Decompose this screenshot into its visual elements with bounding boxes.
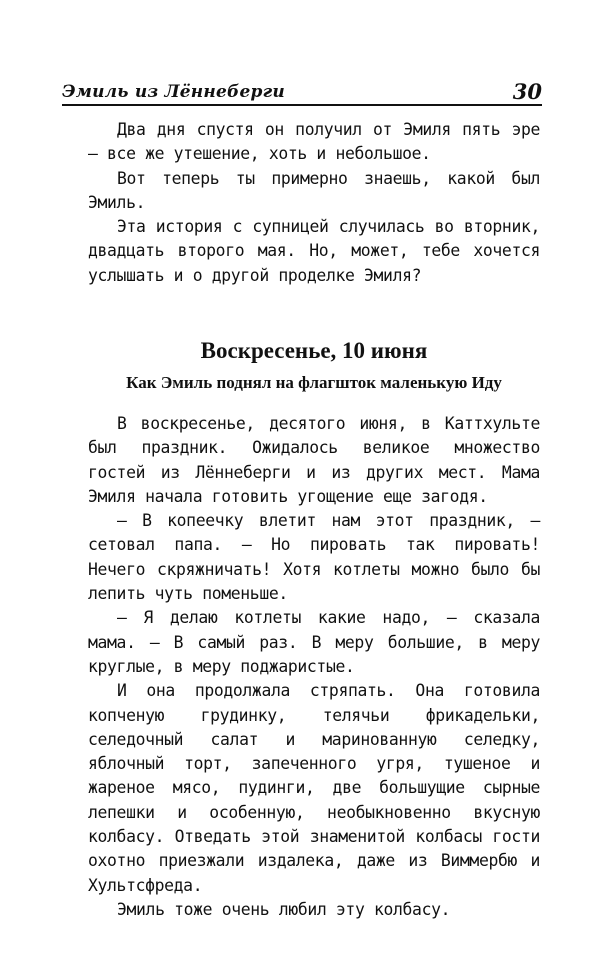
paragraph: — В копеечку влетит нам этот праздник, — сетовал папа. — Но пировать так пировать! Нечего скряжничать! Хотя котлеты можно было бы лепить чуть поменьше. [88,511,540,604]
paragraph: Эта история с супницей случилась во вторник, двадцать второго мая. Но, может, тебе хочется услышать и о другой проделке Эмиля? [88,217,540,285]
header-rule [62,104,542,106]
chapter-title: Воскресенье, 10 июня [200,338,428,363]
page-header [62,76,542,102]
intro-text [88,118,540,288]
paragraph: — Я делаю котлеты какие надо, — сказала мама. — В самый раз. В меру большие, в меру круглые, в меру поджаристые. [88,608,540,676]
paragraph: Два дня спустя он получил от Эмиля пять эре — все же утешение, хоть и небольшое. [88,120,540,164]
paragraph: Эмиль тоже очень любил эту колбасу. [117,899,451,919]
page-number: 30 [512,79,542,104]
chapter-subtitle: Как Эмиль поднял на флагшток маленькую Иду [126,373,502,392]
paragraph: И она продолжала стряпать. Она готовила копченую грудинку, телячьи фрикадельки, селедочный салат и маринованную селедку, яблочный торт, запеченного угря, тушеное и жареное мясо, пудинги, две большущие сырные лепешки и особенную, необыкновенно вкусную колбасу. Отведать этой знаменитой колбасы гости охотно приезжали издалека, даже из Виммербю и Хультсфреда. [88,681,540,895]
paragraph: В воскресенье, десятого июня, в Каттхульте был праздник. Ожидалось великое множество гостей из Лённеберги и из других мест. Мама Эмиля начала готовить угощение еще загодя. [88,414,540,506]
chapter-text [88,412,540,922]
paragraph: Вот теперь ты примерно знаешь, какой был Эмиль. [88,168,540,212]
running-title: Эмиль из Лённеберги [62,82,285,102]
